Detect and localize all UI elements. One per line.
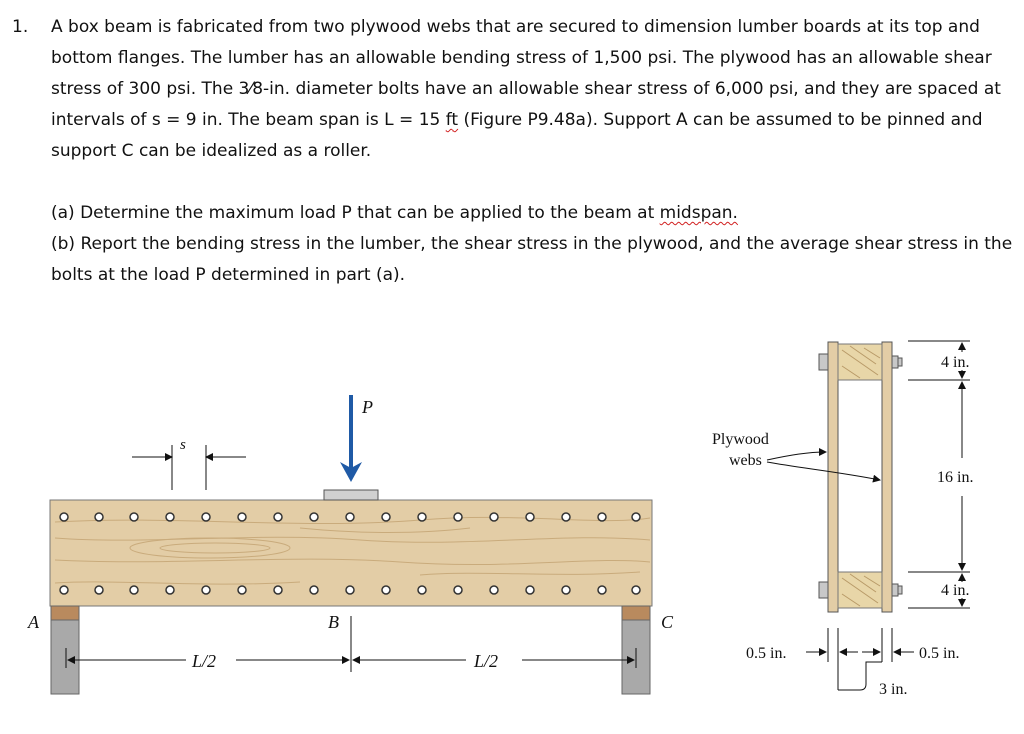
- load-plate: [324, 490, 378, 500]
- dim-left-web: 0.5 in.: [746, 645, 787, 662]
- label-P: P: [362, 397, 373, 417]
- problem-intro: A box beam is fabricated from two plywood webs that are secured to dimension lumber boards at its top and bottom flanges. The lumber has an allowable bending stress of 1,500 psi. The plywood has an allowable shear stress of 300 psi. The 3⁄8-in. diameter bolts have an allowable shear stress of 6,000 psi, and they are spaced at intervals of s = 9 in. The beam span is L = 15 ft (Figure P9.48a). Support A can be assumed to be pinned and support C can be idealized as a roller.: [51, 17, 1001, 161]
- support-A: [51, 606, 79, 694]
- label-plywood: Plywood: [712, 431, 769, 448]
- dim-top-flange: 4 in.: [941, 354, 970, 371]
- dim-flange-width: 3 in.: [879, 681, 908, 698]
- label-C: C: [661, 612, 674, 632]
- beam-elevation: [27, 395, 674, 694]
- part-b: (b) Report the bending stress in the lumber, the shear stress in the plywood, and the average shear stress in the bolts at the load P determined in part (a).: [51, 234, 1013, 285]
- part-a: (a) Determine the maximum load P that can be applied to the beam at midspan.: [51, 203, 738, 223]
- label-L-half-left: L/2: [192, 651, 217, 671]
- label-s: s: [180, 437, 186, 453]
- load-arrow: [340, 395, 362, 482]
- label-webs: webs: [729, 452, 762, 469]
- cross-section: [712, 341, 973, 698]
- dim-bottom-flange: 4 in.: [941, 582, 970, 599]
- unit-ft: ft: [445, 110, 459, 130]
- dim-right-web: 0.5 in.: [919, 645, 960, 662]
- label-L-half-right: L/2: [474, 651, 499, 671]
- web-left: [828, 342, 838, 612]
- flange-grain: [842, 346, 880, 606]
- dim-web-height: 16 in.: [937, 469, 974, 486]
- label-B: B: [328, 612, 339, 632]
- web-right: [882, 342, 892, 612]
- word-midspan: midspan.: [659, 203, 738, 223]
- plywood-leader: [767, 452, 880, 480]
- label-A: A: [28, 612, 39, 632]
- spacing-dimension: [132, 445, 246, 490]
- problem-number: 1.: [12, 17, 29, 37]
